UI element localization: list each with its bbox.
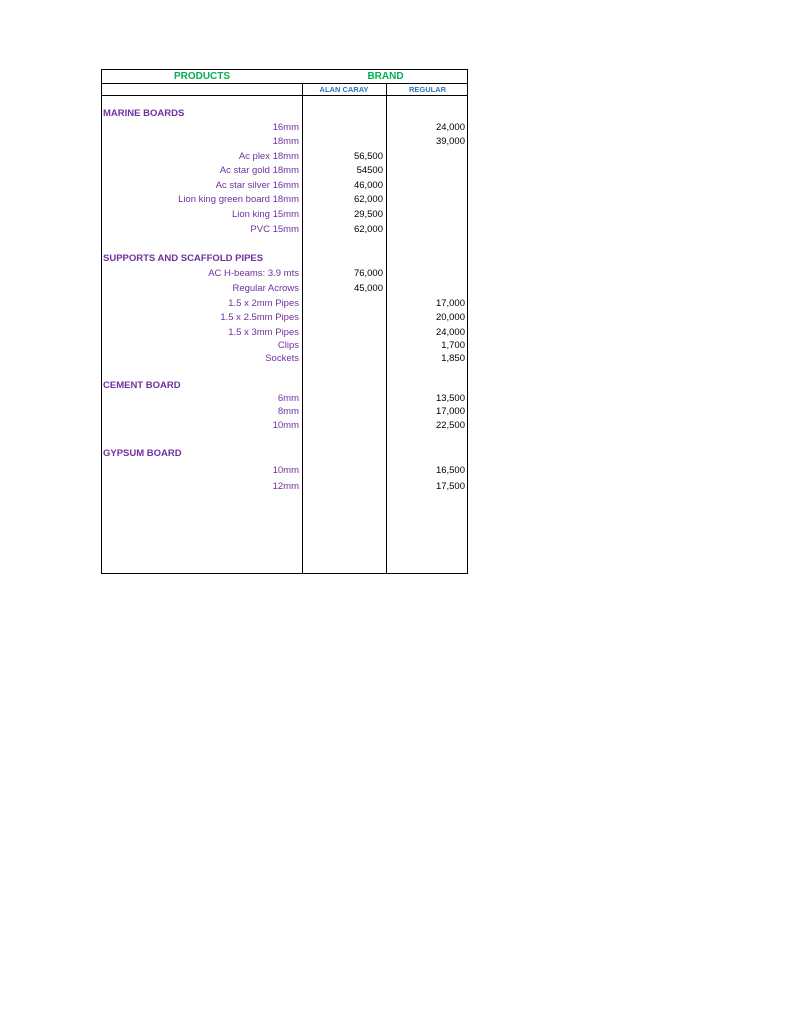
regular-price: 22,500 (435, 420, 465, 431)
product-name: Sockets (265, 353, 299, 364)
regular-price: 39,000 (435, 136, 465, 147)
brand-header: BRAND (367, 71, 404, 82)
regular-price: 24,000 (435, 327, 465, 338)
alan-caray-price: 76,000 (353, 268, 383, 279)
alan-caray-price: 62,000 (353, 194, 383, 205)
subheader-divider (102, 95, 467, 96)
product-name: Ac star silver 16mm (215, 180, 299, 191)
section-title: CEMENT BOARD (103, 380, 181, 391)
products-header: PRODUCTS (173, 71, 231, 82)
alan-caray-price: 56,500 (353, 151, 383, 162)
product-name: 16mm (272, 122, 299, 133)
alan-caray-price: 45,000 (353, 283, 383, 294)
product-name: 12mm (272, 481, 299, 492)
product-name: Lion king green board 18mm (178, 194, 299, 205)
regular-price: 16,500 (435, 465, 465, 476)
alan-caray-price: 54500 (356, 165, 383, 176)
price-list-table (101, 69, 468, 574)
regular-header: REGULAR (408, 85, 447, 94)
product-name: Lion king 15mm (231, 209, 299, 220)
product-name: AC H-beams: 3.9 mts (208, 268, 299, 279)
alan-caray-header: ALAN CARAY (319, 85, 369, 94)
regular-price: 13,500 (435, 393, 465, 404)
regular-price: 17,000 (435, 298, 465, 309)
regular-price: 24,000 (435, 122, 465, 133)
section-title: SUPPORTS AND SCAFFOLD PIPES (103, 253, 264, 264)
alan-caray-price: 62,000 (353, 224, 383, 235)
product-name: 6mm (277, 393, 299, 404)
product-name: Clips (277, 340, 299, 351)
product-name: Ac plex 18mm (238, 151, 299, 162)
regular-price: 1,850 (441, 353, 465, 364)
section-title: GYPSUM BOARD (103, 448, 182, 459)
product-name: 8mm (277, 406, 299, 417)
regular-price: 17,000 (435, 406, 465, 417)
header-divider (102, 83, 467, 84)
product-name: 10mm (272, 420, 299, 431)
alan-caray-price: 46,000 (353, 180, 383, 191)
product-name: 1.5 x 2.5mm Pipes (220, 312, 299, 323)
column-divider-2 (386, 84, 387, 573)
product-name: 18mm (272, 136, 299, 147)
product-name: Regular Acrows (232, 283, 299, 294)
product-name: 1.5 x 3mm Pipes (228, 327, 299, 338)
product-name: PVC 15mm (250, 224, 299, 235)
product-name: 1.5 x 2mm Pipes (228, 298, 299, 309)
product-name: 10mm (272, 465, 299, 476)
section-title: MARINE BOARDS (103, 108, 185, 119)
regular-price: 20,000 (435, 312, 465, 323)
column-divider-1 (302, 84, 303, 573)
regular-price: 17,500 (435, 481, 465, 492)
alan-caray-price: 29,500 (353, 209, 383, 220)
product-name: Ac star gold 18mm (219, 165, 299, 176)
regular-price: 1,700 (441, 340, 465, 351)
